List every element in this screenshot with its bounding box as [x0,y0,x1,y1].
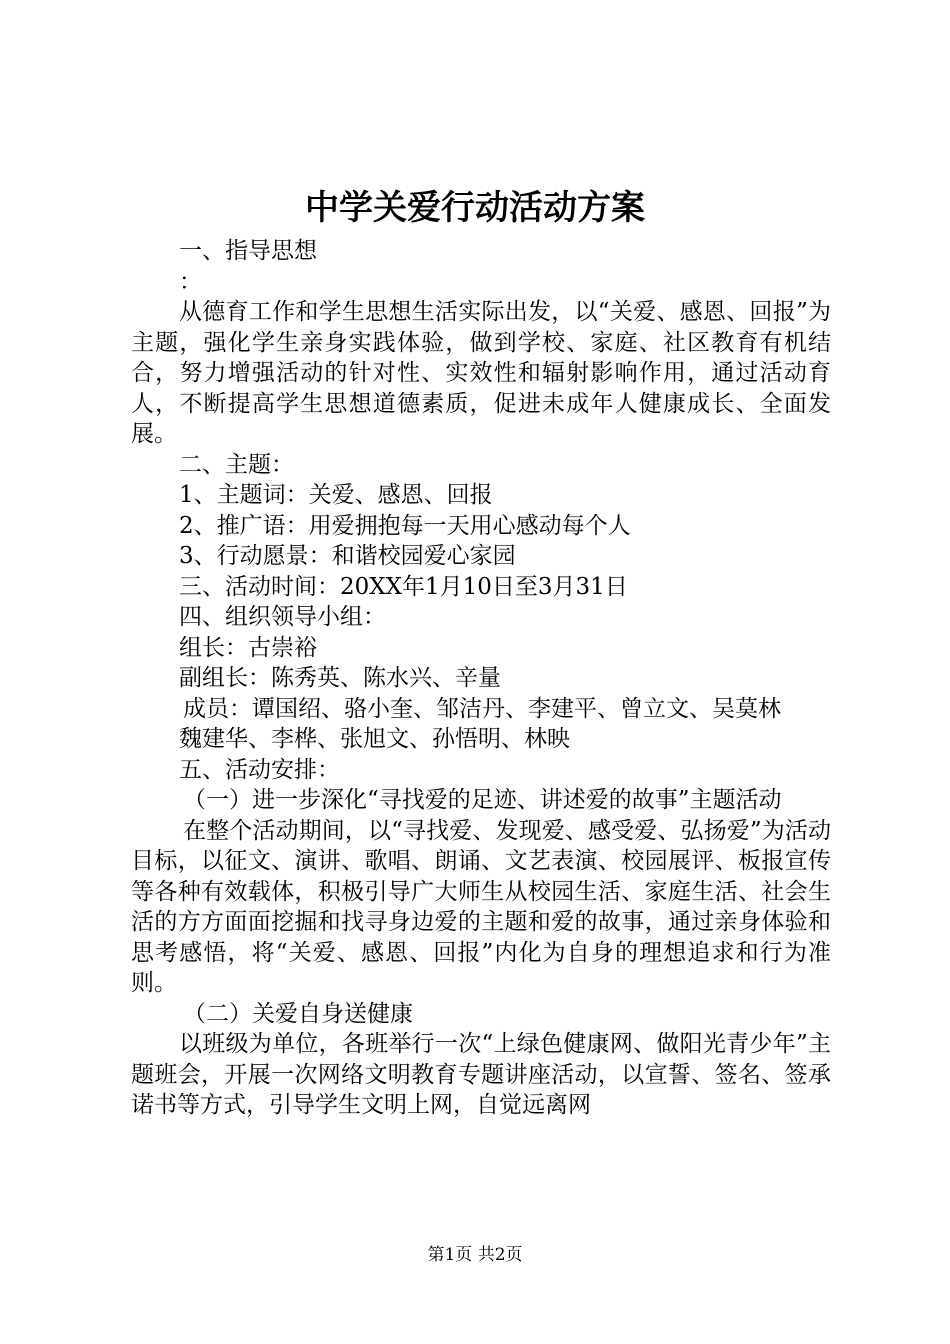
document-title: 中学关爱行动活动方案 [305,188,645,228]
section-heading-guiding-thought: 一、指导思想 [179,238,317,264]
theme-slogan: 2、推广语：用爱拥抱每一天用心感动每个人 [179,512,631,539]
members-line: 成员：谭国绍、骆小奎、邹洁丹、李建平、曾立文、吴莫林 [183,695,781,722]
subsection-heading-1: （一）进一步深化“寻找爱的足迹、讲述爱的故事”主题活动 [183,787,782,813]
document-body [131,236,831,1121]
paragraph-subsection-1: 在整个活动期间，以“寻找爱、发现爱、感受爱、弘扬爱”为活动目标，以征文、演讲、歌唱、朗诵、文艺表演、校园展评、板报宣传等各种有效载体，积极引导广大师生从校园生活、家庭生活、社会生活的方方面面挖掘和找寻身边爱的主题和爱的故事，通过亲身体验和思考感悟，将“关爱、感恩、回报”内化为自身的理想追求和行为准则。 [131,817,831,996]
paragraph-subsection-2: 以班级为单位，各班举行一次“上绿色健康网、做阳光青少年”主题班会，开展一次网络文明教育专题讲座活动，以宣誓、签名、签承诺书等方式，引导学生文明上网，自觉远离网 [131,1031,831,1118]
deputy-leader-line: 副组长：陈秀英、陈水兴、辛量 [179,665,501,691]
subsection-heading-2: （二）关爱自身送健康 [183,1000,413,1027]
section-heading-leadership: 四、组织领导小组： [179,604,386,630]
theme-vision: 3、行动愿景：和谐校园爱心家园 [179,543,516,569]
colon-line: ： [179,268,202,295]
paragraph-guiding-thought: 从德育工作和学生思想生活实际出发，以“关爱、感恩、回报”为主题，强化学生亲身实践体验，做到学校、家庭、社区教育有机结合，努力增强活动的针对性、实效性和辐射影响作用，通过活动育人，不断提高学生思想道德素质，促进未成年人健康成长、全面发展。 [131,299,831,447]
page-footer: 第1页 共2页 [427,1245,523,1265]
theme-keywords: 1、主题词：关爱、感恩、回报 [179,482,493,508]
section-heading-time: 三、活动时间：20XX年1月10日至3月31日 [179,573,628,600]
section-heading-arrangement: 五、活动安排： [179,756,340,783]
section-heading-theme: 二、主题： [179,451,294,478]
leader-line: 组长：古崇裕 [179,634,317,661]
members-line-continued: 魏建华、李桦、张旭文、孙悟明、林映 [179,726,570,752]
